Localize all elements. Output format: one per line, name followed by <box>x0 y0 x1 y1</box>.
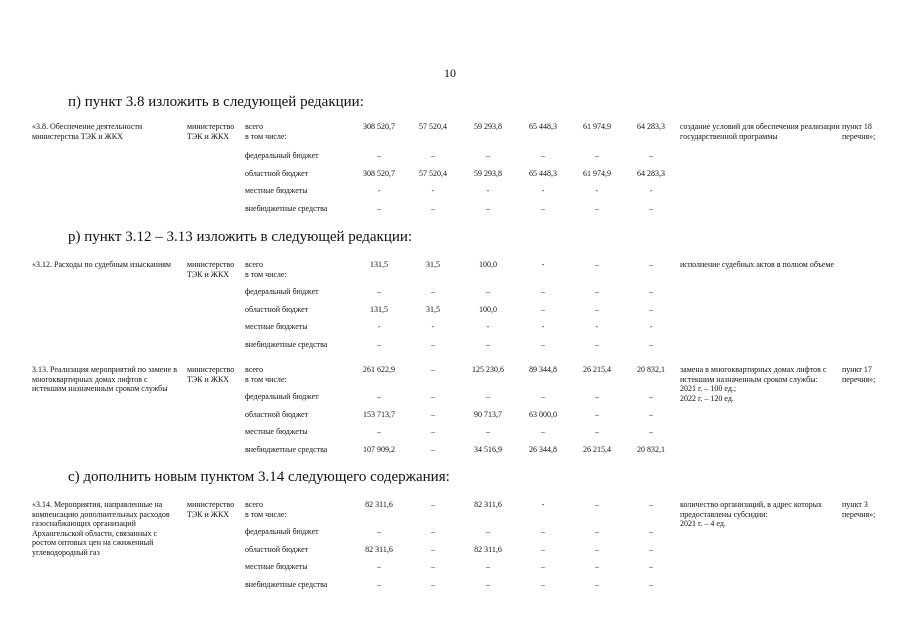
funding-value: – <box>595 340 599 349</box>
funding-value: 64 283,3 <box>637 122 665 131</box>
item-reference: пункт 3 перечня»; <box>842 500 876 519</box>
funding-value: - <box>541 260 545 269</box>
item-name: «3.8. Обеспечение деятельности министерства ТЭК и ЖКХ <box>32 122 143 141</box>
funding-value: - <box>431 322 435 331</box>
funding-value: – <box>595 287 599 296</box>
funding-value: 59 293,8 <box>474 122 502 131</box>
funding-value: – <box>595 427 599 436</box>
funding-value: 64 283,3 <box>637 169 665 178</box>
item-executor: министерство ТЭК и ЖКХ <box>187 260 235 279</box>
funding-value: 82 311,6 <box>365 500 393 509</box>
funding-source-label: областной бюджет <box>245 169 309 178</box>
funding-value: 59 293,8 <box>474 169 502 178</box>
funding-value: – <box>649 562 653 571</box>
funding-value: – <box>486 204 490 213</box>
funding-source-label: областной бюджет <box>245 305 309 314</box>
funding-value: 308 520,7 <box>363 169 395 178</box>
funding-value: 82 311,6 <box>474 500 502 509</box>
funding-value: – <box>486 287 490 296</box>
funding-source-label: внебюджетные средства <box>245 580 328 589</box>
funding-value: 65 448,3 <box>529 169 557 178</box>
funding-value: – <box>649 527 653 536</box>
funding-value: - <box>486 186 490 195</box>
funding-value: – <box>541 527 545 536</box>
funding-value: 82 311,6 <box>365 545 393 554</box>
funding-value: – <box>595 410 599 419</box>
funding-source-label: местные бюджеты <box>245 562 308 571</box>
item-result: создание условий для обеспечения реализации государственной программы <box>680 122 840 141</box>
funding-value: – <box>649 305 653 314</box>
funding-value: – <box>431 151 435 160</box>
funding-value: 31,5 <box>426 305 440 314</box>
item-executor: министерство ТЭК и ЖКХ <box>187 122 235 141</box>
funding-value: 82 311,6 <box>474 545 502 554</box>
funding-value: – <box>649 204 653 213</box>
funding-value: – <box>595 305 599 314</box>
funding-value: – <box>486 392 490 401</box>
funding-value: – <box>595 151 599 160</box>
funding-value: – <box>595 580 599 589</box>
funding-value: – <box>649 500 653 509</box>
funding-value: 26 215,4 <box>583 445 611 454</box>
section-heading-p: п) пункт 3.8 изложить в следующей редакции: <box>68 94 364 110</box>
funding-value: - <box>595 186 599 195</box>
funding-source-label: всего в том числе: <box>245 122 287 141</box>
funding-value: - <box>541 500 545 509</box>
funding-value: 89 344,8 <box>529 365 557 374</box>
funding-value: 131,5 <box>370 260 388 269</box>
funding-value: – <box>377 204 381 213</box>
funding-value: 90 713,7 <box>474 410 502 419</box>
funding-value: 308 520,7 <box>363 122 395 131</box>
funding-source-label: федеральный бюджет <box>245 287 319 296</box>
funding-value: 63 000,0 <box>529 410 557 419</box>
funding-value: - <box>377 186 381 195</box>
funding-value: 125 230,6 <box>472 365 504 374</box>
funding-value: 61 974,9 <box>583 169 611 178</box>
funding-value: – <box>649 287 653 296</box>
item-name: 3.13. Реализация мероприятий по замене в многоквартирных домах лифтов с истекшим назначенным сроком службы <box>32 365 177 394</box>
funding-source-label: внебюджетные средства <box>245 204 328 213</box>
funding-value: 20 832,1 <box>637 445 665 454</box>
funding-value: – <box>431 410 435 419</box>
funding-value: – <box>431 562 435 571</box>
funding-value: 65 448,3 <box>529 122 557 131</box>
item-name: «3.14. Мероприятия, направленные на компенсацию дополнительных расходов газоснабжающих организаций Архангельской области, связанных с ростом оптовых цен на сжиженный углеводородный газ <box>32 500 170 557</box>
funding-source-label: всего в том числе: <box>245 365 287 384</box>
funding-value: 57 520,4 <box>419 122 447 131</box>
funding-value: – <box>486 151 490 160</box>
funding-value: – <box>649 545 653 554</box>
funding-value: – <box>649 340 653 349</box>
funding-value: 20 832,1 <box>637 365 665 374</box>
funding-source-label: федеральный бюджет <box>245 527 319 536</box>
funding-value: – <box>377 340 381 349</box>
funding-value: – <box>595 392 599 401</box>
funding-value: – <box>377 580 381 589</box>
funding-value: – <box>431 204 435 213</box>
funding-value: - <box>595 322 599 331</box>
funding-source-label: всего в том числе: <box>245 500 287 519</box>
funding-source-label: местные бюджеты <box>245 322 308 331</box>
funding-value: 131,5 <box>370 305 388 314</box>
funding-value: – <box>541 204 545 213</box>
funding-value: - <box>431 186 435 195</box>
funding-value: – <box>595 562 599 571</box>
funding-value: – <box>431 527 435 536</box>
funding-value: – <box>595 500 599 509</box>
funding-value: 153 713,7 <box>363 410 395 419</box>
funding-value: – <box>377 392 381 401</box>
funding-value: - <box>649 322 653 331</box>
section-heading-r: р) пункт 3.12 – 3.13 изложить в следующей редакции: <box>68 229 413 245</box>
item-result: количество организаций, в адрес которых предоставлены субсидии: 2021 г. – 4 ед. <box>680 500 822 529</box>
funding-source-label: местные бюджеты <box>245 427 308 436</box>
funding-source-label: всего в том числе: <box>245 260 287 279</box>
funding-value: – <box>431 580 435 589</box>
funding-value: – <box>486 427 490 436</box>
funding-value: - <box>649 186 653 195</box>
funding-value: – <box>431 545 435 554</box>
funding-value: – <box>541 287 545 296</box>
section-heading-s: с) дополнить новым пунктом 3.14 следующего содержания: <box>68 469 450 485</box>
funding-value: – <box>431 392 435 401</box>
funding-value: 26 215,4 <box>583 365 611 374</box>
funding-value: – <box>541 340 545 349</box>
funding-source-label: федеральный бюджет <box>245 151 319 160</box>
funding-value: – <box>486 562 490 571</box>
funding-value: – <box>377 151 381 160</box>
item-name: «3.12. Расходы по судебным изысканиям <box>32 260 171 269</box>
item-executor: министерство ТЭК и ЖКХ <box>187 500 235 519</box>
funding-value: – <box>541 427 545 436</box>
funding-value: 26 344,8 <box>529 445 557 454</box>
funding-value: - <box>377 322 381 331</box>
funding-value: – <box>486 580 490 589</box>
page-number: 10 <box>444 66 456 80</box>
funding-value: – <box>486 527 490 536</box>
funding-value: 31,5 <box>426 260 440 269</box>
funding-value: 57 520,4 <box>419 169 447 178</box>
funding-value: – <box>649 151 653 160</box>
funding-value: – <box>541 151 545 160</box>
funding-source-label: федеральный бюджет <box>245 392 319 401</box>
item-executor: министерство ТЭК и ЖКХ <box>187 365 235 384</box>
funding-value: – <box>649 580 653 589</box>
funding-value: – <box>377 527 381 536</box>
funding-value: – <box>377 287 381 296</box>
funding-value: – <box>649 392 653 401</box>
funding-value: – <box>541 305 545 314</box>
funding-value: – <box>431 287 435 296</box>
funding-value: – <box>541 580 545 589</box>
funding-value: – <box>595 545 599 554</box>
funding-value: – <box>595 204 599 213</box>
funding-value: – <box>541 392 545 401</box>
funding-source-label: областной бюджет <box>245 545 309 554</box>
funding-source-label: внебюджетные средства <box>245 445 328 454</box>
funding-value: – <box>595 260 599 269</box>
funding-value: 61 974,9 <box>583 122 611 131</box>
funding-value: - <box>541 186 545 195</box>
funding-value: – <box>541 562 545 571</box>
funding-value: 100,0 <box>479 305 497 314</box>
item-reference: пункт 18 перечня»; <box>842 122 876 141</box>
funding-value: - <box>486 322 490 331</box>
funding-value: 261 622,9 <box>363 365 395 374</box>
funding-value: – <box>431 340 435 349</box>
funding-value: – <box>431 445 435 454</box>
funding-value: – <box>649 260 653 269</box>
funding-value: – <box>486 340 490 349</box>
item-result: исполнение судебных актов в полном объеме <box>680 260 835 269</box>
funding-value: – <box>431 365 435 374</box>
item-result: замена в многоквартирных домах лифтов с истекшим назначенным сроком службы: 2021 г. – 100 ед.; 2022 г. – 120 ед. <box>680 365 827 403</box>
funding-value: 34 516,9 <box>474 445 502 454</box>
funding-value: – <box>431 500 435 509</box>
funding-value: – <box>431 427 435 436</box>
funding-value: 107 909,2 <box>363 445 395 454</box>
funding-source-label: внебюджетные средства <box>245 340 328 349</box>
funding-value: – <box>377 427 381 436</box>
funding-value: - <box>541 322 545 331</box>
funding-value: – <box>595 527 599 536</box>
funding-source-label: областной бюджет <box>245 410 309 419</box>
item-reference: пункт 17 перечня»; <box>842 365 876 384</box>
funding-value: 100,0 <box>479 260 497 269</box>
funding-value: – <box>649 427 653 436</box>
funding-value: – <box>649 410 653 419</box>
funding-source-label: местные бюджеты <box>245 186 308 195</box>
funding-value: – <box>541 545 545 554</box>
funding-value: – <box>377 562 381 571</box>
